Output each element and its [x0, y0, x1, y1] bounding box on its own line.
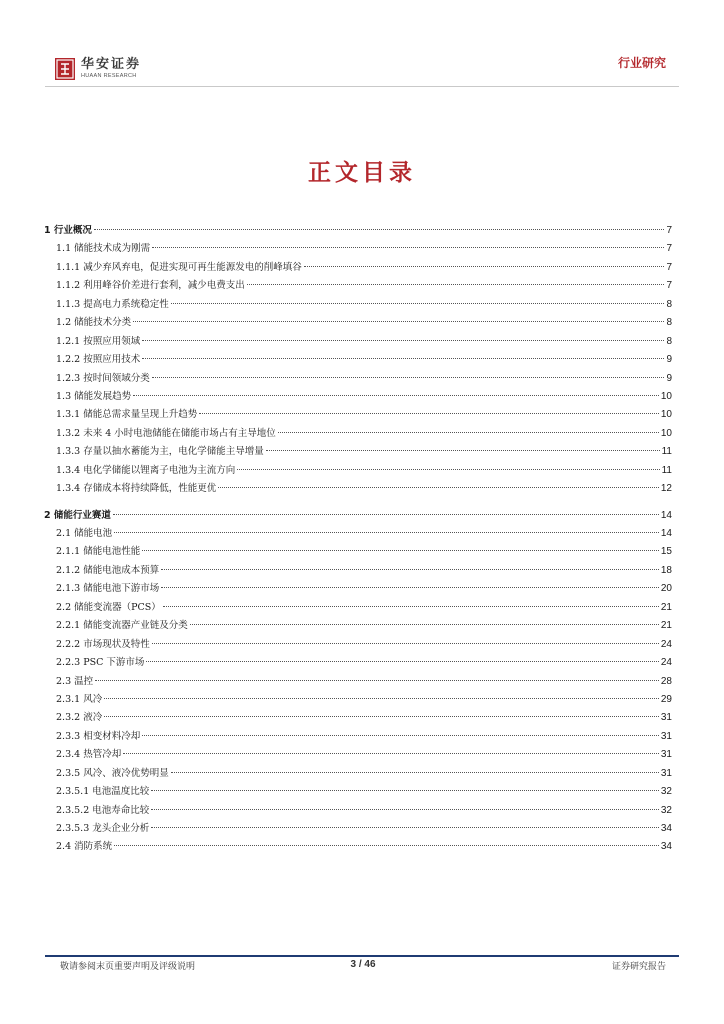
- toc-entry[interactable]: [44, 580, 672, 598]
- toc-dot-leader: [151, 789, 659, 791]
- toc-entry-title: 1.1.3 提高电力系统稳定性: [56, 298, 169, 310]
- toc-entry-page: 28: [660, 675, 672, 687]
- toc-entry[interactable]: [44, 691, 672, 709]
- toc-entry-title: 1.1.2 利用峰谷价差进行套利，减少电费支出: [56, 280, 245, 292]
- toc-entry-page: 32: [660, 804, 672, 816]
- toc-dot-leader: [133, 394, 659, 396]
- toc-dot-leader: [163, 605, 659, 607]
- toc-dot-leader: [113, 513, 659, 515]
- toc-dot-leader: [142, 357, 664, 359]
- header-divider: [45, 86, 679, 87]
- toc-dot-leader: [237, 468, 659, 470]
- footer-divider: [45, 955, 679, 957]
- page-footer: [60, 959, 666, 973]
- toc-entry-page: 24: [660, 638, 672, 650]
- toc-entry-page: 34: [660, 823, 672, 834]
- toc-dot-leader: [142, 339, 664, 341]
- toc-entry[interactable]: [44, 599, 672, 617]
- toc-entry[interactable]: [44, 765, 672, 783]
- toc-entry-page: 8: [666, 298, 672, 310]
- toc-dot-leader: [114, 844, 659, 846]
- toc-entry-title: 2.2.1 储能变流器产业链及分类: [56, 620, 188, 632]
- toc-dot-leader: [133, 320, 664, 322]
- toc-entry-page: 31: [660, 730, 672, 742]
- toc-entry-title: 1.3 储能发展趋势: [56, 390, 132, 402]
- toc-entry[interactable]: [44, 543, 672, 561]
- toc-entry-page: 31: [660, 712, 672, 724]
- toc-entry[interactable]: [44, 507, 672, 525]
- toc-entry-title: 2.2 储能变流器（PCS）: [56, 601, 161, 613]
- toc-entry-title: 1.3.3 存量以抽水蓄能为主，电化学储能主导增量: [56, 446, 264, 458]
- toc-entry[interactable]: [44, 728, 672, 746]
- toc-dot-leader: [114, 531, 659, 533]
- toc-entry[interactable]: [44, 277, 672, 295]
- toc-entry-page: 31: [660, 749, 672, 761]
- toc-entry-page: 10: [660, 390, 672, 402]
- footer-disclaimer: 敬请参阅末页重要声明及评级说明: [60, 962, 196, 972]
- toc-dot-leader: [152, 642, 659, 644]
- toc-dot-leader: [142, 549, 659, 551]
- toc-dot-leader: [152, 376, 665, 378]
- toc-entry[interactable]: [44, 240, 672, 258]
- toc-entry[interactable]: [44, 222, 672, 240]
- toc-dot-leader: [304, 265, 665, 267]
- toc-entry[interactable]: [44, 406, 672, 424]
- toc-entry-page: 15: [660, 546, 672, 558]
- toc-entry-title: 2.3.2 液冷: [56, 712, 103, 724]
- toc-entry[interactable]: [44, 314, 672, 332]
- toc-entry-title: 1.3.1 储能总需求量呈现上升趋势: [56, 409, 198, 421]
- toc-entry-title: 2.2.2 市场现状及特性: [56, 638, 150, 650]
- toc-dot-leader: [142, 734, 659, 736]
- toc-entry-page: 7: [666, 225, 672, 236]
- toc-entry[interactable]: [44, 388, 672, 406]
- toc-entry-page: 11: [661, 464, 672, 476]
- toc-entry[interactable]: [44, 480, 672, 498]
- toc-entry-title: 1.2.1 按照应用领域: [56, 335, 141, 347]
- document-type-label: 行业研究: [617, 56, 666, 70]
- toc-entry-page: 8: [666, 317, 672, 329]
- toc-entry-title: 1.3.2 未来 4 小时电池储能在储能市场占有主导地位: [56, 427, 276, 439]
- toc-entry-page: 7: [666, 243, 672, 255]
- toc-entry-page: 9: [666, 372, 672, 384]
- toc-dot-leader: [151, 808, 659, 810]
- toc-entry-page: 31: [660, 767, 672, 779]
- toc-entry-page: 18: [660, 564, 672, 576]
- toc-entry-page: 12: [660, 483, 672, 495]
- logo-seal-icon: [55, 58, 75, 80]
- toc-entry-title: 2.1.1 储能电池性能: [56, 546, 141, 558]
- toc-entry-title: 2.3.3 相变材料冷却: [56, 730, 141, 742]
- toc-entry-title: 1.1.1 减少弃风弃电，促进实现可再生能源发电的削峰填谷: [56, 261, 302, 273]
- toc-entry-page: 34: [660, 841, 672, 853]
- toc-dot-leader: [94, 228, 665, 230]
- toc-entry-page: 32: [660, 786, 672, 798]
- company-logo: [55, 58, 141, 80]
- toc-dot-leader: [278, 431, 659, 433]
- toc-entry[interactable]: [44, 462, 672, 480]
- toc-dot-leader: [266, 449, 660, 451]
- toc-entry[interactable]: [44, 296, 672, 314]
- toc-entry-title: 2.3.5.3 龙头企业分析: [56, 823, 150, 834]
- toc-entry-title: 1.2 储能技术分类: [56, 317, 132, 329]
- table-of-contents: [44, 222, 672, 857]
- toc-entry[interactable]: [44, 562, 672, 580]
- toc-entry-title: 2 储能行业赛道: [44, 509, 111, 521]
- toc-dot-leader: [171, 771, 659, 773]
- toc-entry[interactable]: [44, 746, 672, 764]
- toc-entry[interactable]: [44, 802, 672, 820]
- toc-entry-title: 2.3.5.1 电池温度比较: [56, 786, 150, 798]
- logo-chinese-name: 华安证券: [81, 57, 142, 72]
- toc-entry-title: 2.2.3 PSC 下游市场: [56, 657, 145, 669]
- toc-entry[interactable]: [44, 333, 672, 351]
- toc-entry-page: 7: [666, 280, 672, 292]
- toc-entry-page: 7: [666, 261, 672, 273]
- toc-entry-page: 8: [666, 335, 672, 347]
- toc-entry-page: 11: [661, 446, 672, 458]
- toc-entry[interactable]: [44, 636, 672, 654]
- toc-entry-title: 1.1 储能技术成为刚需: [56, 243, 151, 255]
- toc-entry[interactable]: [44, 673, 672, 691]
- toc-entry-page: 14: [660, 528, 672, 539]
- toc-entry[interactable]: [44, 443, 672, 461]
- toc-entry-page: 9: [666, 354, 672, 366]
- toc-entry[interactable]: [44, 654, 672, 672]
- toc-entry-page: 14: [660, 509, 672, 521]
- page-header: [0, 0, 724, 100]
- toc-entry-title: 1.3.4 存储成本将持续降低，性能更优: [56, 483, 217, 495]
- toc-entry[interactable]: [44, 820, 672, 838]
- toc-dot-leader: [104, 697, 659, 699]
- toc-entry-title: 1.3.4 电化学储能以锂离子电池为主流方向: [56, 464, 236, 476]
- toc-entry-title: 1.2.3 按时间领域分类: [56, 372, 150, 384]
- toc-entry-page: 29: [660, 693, 672, 705]
- footer-report-type: 证券研究报告: [611, 962, 666, 972]
- toc-dot-leader: [190, 623, 659, 625]
- toc-entry[interactable]: [44, 838, 672, 856]
- toc-dot-leader: [247, 283, 665, 285]
- toc-dot-leader: [199, 412, 659, 414]
- toc-entry-title: 2.1 储能电池: [56, 528, 113, 539]
- logo-english-name: HUAAN RESEARCH: [81, 73, 137, 79]
- page-title: 正文目录: [308, 160, 416, 186]
- toc-entry-page: 20: [660, 583, 672, 595]
- toc-dot-leader: [218, 486, 659, 488]
- toc-entry[interactable]: [44, 425, 672, 443]
- toc-entry[interactable]: [44, 617, 672, 635]
- toc-dot-leader: [171, 302, 665, 304]
- toc-entry[interactable]: [44, 370, 672, 388]
- toc-dot-leader: [123, 752, 659, 754]
- toc-entry-page: 10: [660, 409, 672, 421]
- toc-entry-title: 2.3 温控: [56, 675, 94, 687]
- toc-entry[interactable]: [44, 783, 672, 801]
- toc-dot-leader: [152, 246, 664, 248]
- toc-dot-leader: [161, 568, 659, 570]
- page-number: 3 / 46: [350, 959, 376, 970]
- toc-entry-page: 10: [660, 427, 672, 439]
- toc-entry[interactable]: [44, 259, 672, 277]
- toc-entry-title: 2.1.2 储能电池成本预算: [56, 564, 160, 576]
- toc-entry-title: 2.3.5.2 电池寿命比较: [56, 804, 150, 816]
- toc-entry-title: 2.3.1 风冷: [56, 693, 103, 705]
- toc-entry[interactable]: [44, 351, 672, 369]
- toc-dot-leader: [161, 586, 659, 588]
- toc-entry-title: 1.2.2 按照应用技术: [56, 354, 141, 366]
- toc-entry-page: 21: [660, 601, 672, 613]
- toc-entry[interactable]: [44, 709, 672, 727]
- toc-entry[interactable]: [44, 525, 672, 543]
- toc-dot-leader: [146, 660, 658, 662]
- toc-entry-page: 24: [660, 657, 672, 669]
- toc-entry-page: 21: [660, 620, 672, 632]
- toc-entry-title: 2.1.3 储能电池下游市场: [56, 583, 160, 595]
- toc-dot-leader: [104, 715, 659, 717]
- toc-entry-title: 1 行业概况: [44, 225, 92, 236]
- toc-dot-leader: [151, 826, 659, 828]
- toc-entry-title: 2.3.5 风冷、液冷优势明显: [56, 767, 169, 779]
- toc-entry-title: 2.3.4 热管冷却: [56, 749, 122, 761]
- toc-dot-leader: [95, 679, 659, 681]
- toc-entry-title: 2.4 消防系统: [56, 841, 113, 853]
